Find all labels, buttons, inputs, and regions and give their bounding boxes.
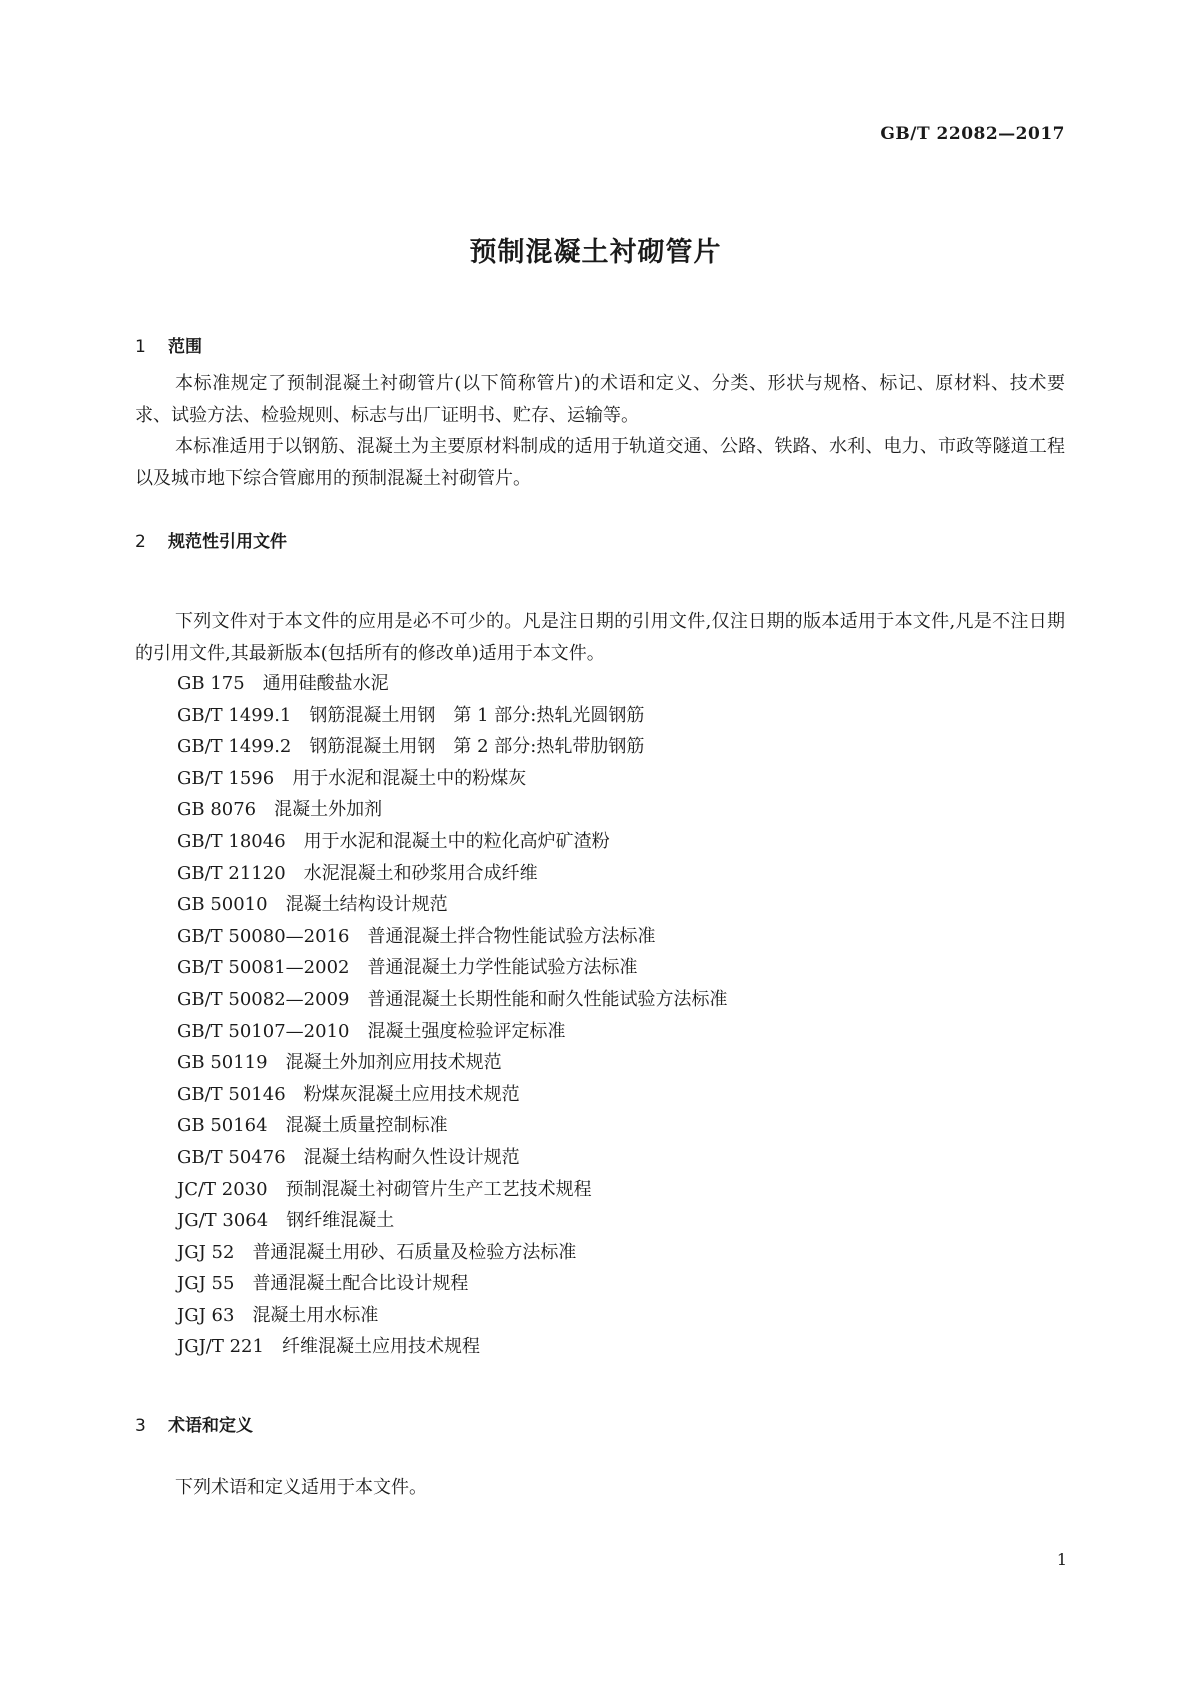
reference-title: 钢纤维混凝土 — [286, 1210, 395, 1232]
terms-intro: 下列术语和定义适用于本文件。 — [175, 1477, 427, 1498]
reference-item — [177, 668, 727, 700]
section-title: 范围 — [168, 337, 202, 357]
reference-item — [177, 1174, 727, 1206]
reference-item — [177, 858, 727, 890]
reference-code: GB/T 50082—2009 — [177, 988, 350, 1010]
reference-title: 用于水泥和混凝土中的粒化高炉矿渣粉 — [303, 830, 610, 852]
reference-code: JGJ 52 — [177, 1241, 235, 1263]
reference-item — [177, 984, 727, 1016]
reference-title: 普通混凝土用砂、石质量及检验方法标准 — [252, 1241, 577, 1263]
reference-code: GB/T 1596 — [177, 767, 275, 789]
reference-code: JC/T 2030 — [177, 1178, 268, 1200]
section-number: 1 — [135, 337, 146, 357]
reference-title: 通用硅酸盐水泥 — [262, 673, 389, 694]
reference-code: GB/T 1499.2 — [177, 736, 292, 758]
section-3-heading — [135, 1411, 253, 1436]
reference-title: 混凝土质量控制标准 — [285, 1115, 448, 1137]
reference-item — [177, 1331, 727, 1363]
section-1-heading — [135, 332, 202, 357]
reference-code: GB/T 50476 — [177, 1146, 286, 1168]
reference-title: 钢筋混凝土用钢 第 2 部分:热轧带肋钢筋 — [309, 736, 645, 758]
reference-code: GB/T 50107—2010 — [177, 1020, 350, 1042]
reference-code: GB/T 21120 — [177, 862, 286, 884]
reference-code: GB/T 50080—2016 — [177, 925, 350, 947]
standard-code: GB/T 22082—2017 — [880, 124, 1065, 144]
reference-item — [177, 921, 727, 953]
section-title: 术语和定义 — [168, 1416, 253, 1436]
reference-item — [177, 1016, 727, 1048]
reference-code: GB/T 1499.1 — [177, 704, 292, 726]
reference-item — [177, 1142, 727, 1174]
reference-title: 普通混凝土配合比设计规程 — [252, 1273, 469, 1295]
reference-title: 钢筋混凝土用钢 第 1 部分:热轧光圆钢筋 — [309, 704, 645, 726]
reference-title: 混凝土结构设计规范 — [285, 894, 448, 916]
reference-item — [177, 1110, 727, 1142]
reference-code: GB 50164 — [177, 1115, 268, 1137]
reference-code: JG/T 3064 — [177, 1210, 269, 1232]
reference-title: 混凝土外加剂应用技术规范 — [285, 1052, 502, 1074]
reference-title: 纤维混凝土应用技术规程 — [281, 1336, 480, 1358]
reference-item — [177, 826, 727, 858]
section-number: 3 — [135, 1416, 146, 1436]
section-2-heading — [135, 527, 287, 552]
reference-title: 普通混凝土力学性能试验方法标准 — [367, 957, 638, 979]
reference-code: JGJ/T 221 — [177, 1336, 264, 1358]
reference-title: 水泥混凝土和砂浆用合成纤维 — [303, 862, 538, 884]
reference-title: 混凝土强度检验评定标准 — [367, 1020, 566, 1042]
scope-paragraph-2: 本标准适用于以钢筋、混凝土为主要原材料制成的适用于轨道交通、公路、铁路、水利、电力、市政等隧道工程以及城市地下综合管廊用的预制混凝土衬砌管片。 — [135, 436, 1065, 489]
reference-item — [177, 1268, 727, 1300]
page-number: 1 — [1056, 1550, 1067, 1569]
reference-code: GB 175 — [177, 673, 245, 694]
reference-code: GB/T 50146 — [177, 1083, 286, 1105]
normative-references-intro: 下列文件对于本文件的应用是必不可少的。凡是注日期的引用文件,仅注日期的版本适用于本文件,凡是不注日期的引用文件,其最新版本(包括所有的修改单)适用于本文件。 — [135, 611, 1065, 664]
reference-code: GB/T 50081—2002 — [177, 957, 350, 979]
reference-title: 普通混凝土长期性能和耐久性能试验方法标准 — [367, 988, 728, 1010]
reference-code: GB 50010 — [177, 894, 268, 916]
reference-item — [177, 794, 727, 826]
reference-title: 普通混凝土拌合物性能试验方法标准 — [367, 925, 656, 947]
reference-item — [177, 1079, 727, 1111]
reference-item — [177, 952, 727, 984]
reference-title: 粉煤灰混凝土应用技术规范 — [303, 1083, 520, 1105]
reference-item — [177, 763, 727, 795]
reference-item — [177, 889, 727, 921]
reference-code: JGJ 63 — [177, 1304, 235, 1326]
reference-code: GB 50119 — [177, 1052, 268, 1074]
reference-item — [177, 1237, 727, 1269]
section-title: 规范性引用文件 — [168, 532, 287, 552]
reference-title: 混凝土结构耐久性设计规范 — [303, 1146, 520, 1168]
reference-title: 混凝土用水标准 — [252, 1304, 379, 1326]
scope-paragraph-1: 本标准规定了预制混凝土衬砌管片(以下简称管片)的术语和定义、分类、形状与规格、标记、原材料、技术要求、试验方法、检验规则、标志与出厂证明书、贮存、运输等。 — [135, 373, 1065, 426]
reference-title: 用于水泥和混凝土中的粉煤灰 — [292, 767, 527, 789]
section-number: 2 — [135, 532, 146, 552]
reference-code: GB/T 18046 — [177, 830, 286, 852]
reference-item — [177, 1300, 727, 1332]
reference-list — [177, 668, 727, 1363]
reference-title: 预制混凝土衬砌管片生产工艺技术规程 — [285, 1178, 592, 1200]
document-title: 预制混凝土衬砌管片 — [469, 237, 722, 268]
reference-code: GB 8076 — [177, 799, 257, 821]
reference-item — [177, 1047, 727, 1079]
reference-item — [177, 700, 727, 732]
reference-code: JGJ 55 — [177, 1273, 235, 1295]
reference-title: 混凝土外加剂 — [274, 799, 383, 821]
reference-item — [177, 731, 727, 763]
reference-item — [177, 1205, 727, 1237]
